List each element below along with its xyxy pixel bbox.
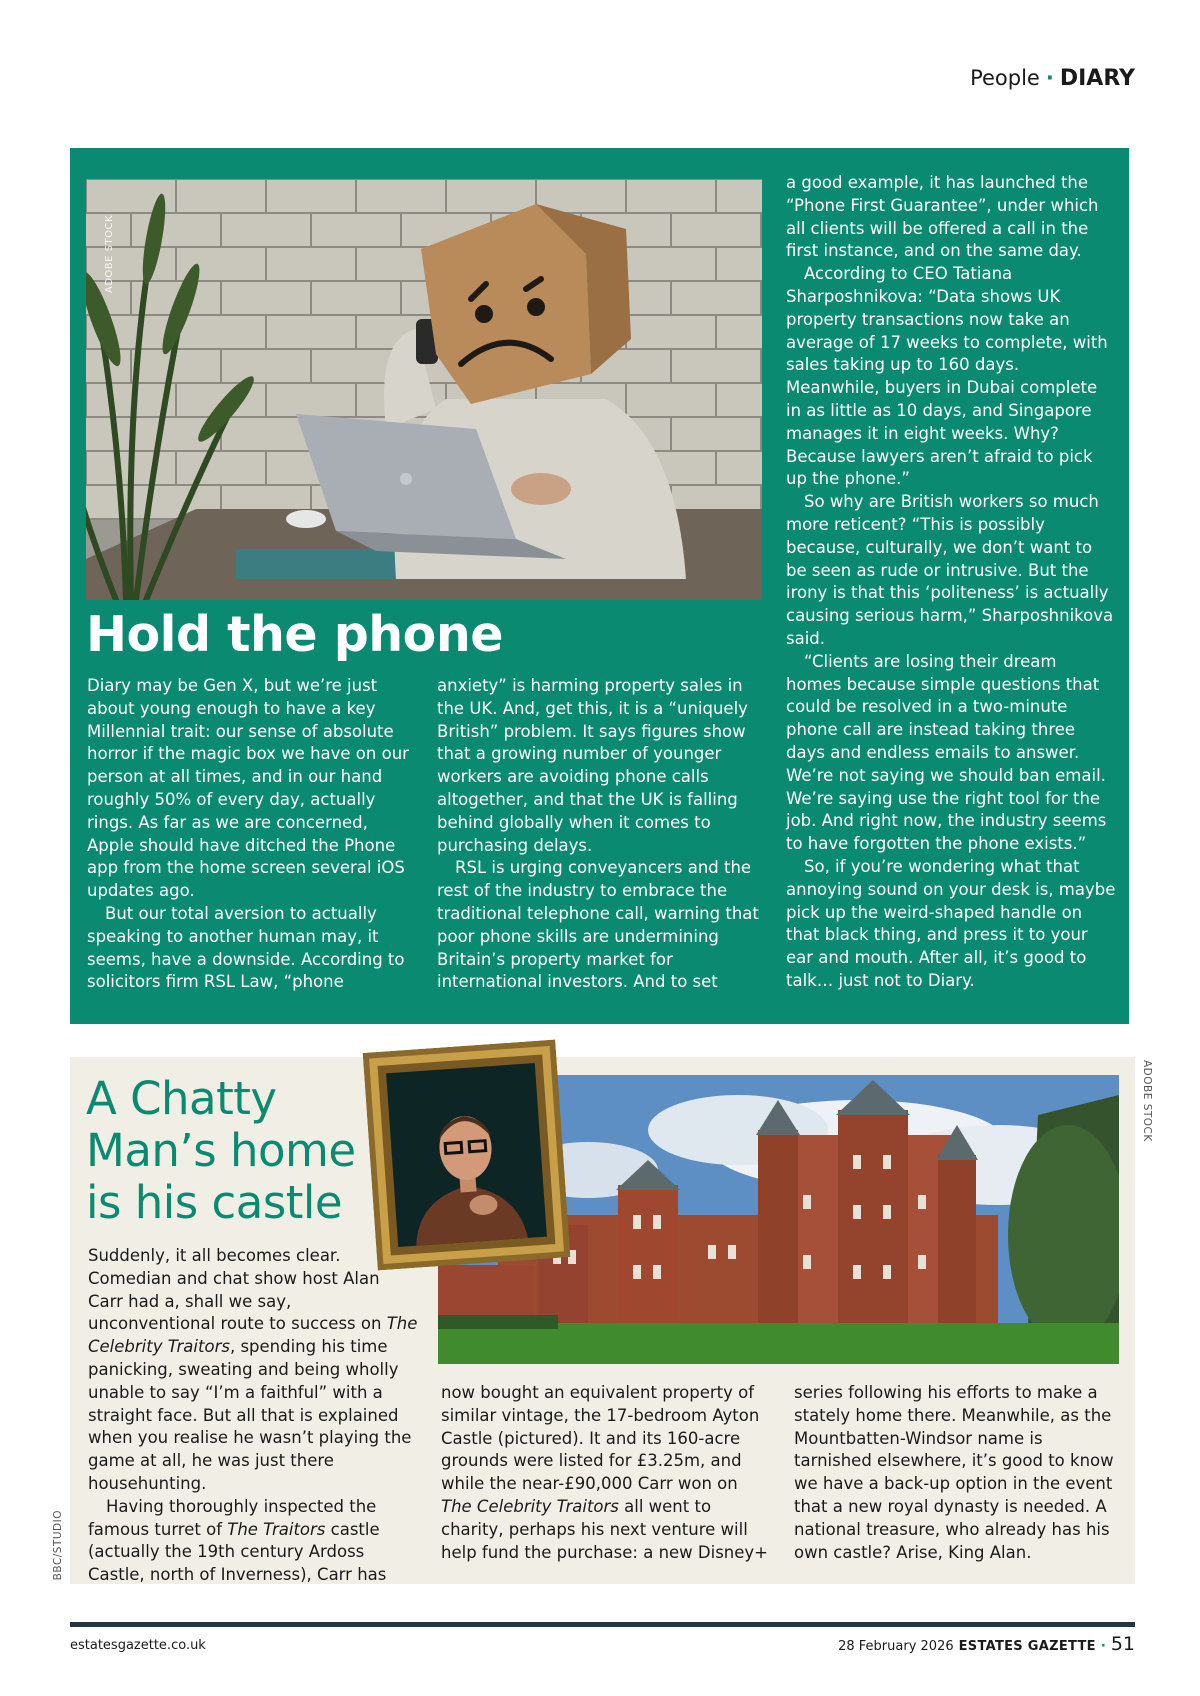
photo-credit: ADOBE STOCK (104, 215, 115, 294)
article-column-1 (88, 1245, 418, 1587)
article-column-3 (786, 172, 1116, 993)
paragraph (441, 1382, 771, 1564)
article-column-3 (794, 1382, 1124, 1564)
headline: Hold the phone (86, 606, 503, 663)
paragraph: So, if you’re wondering what that annoying sound on your desk is, maybe pick up the weird-shaped handle on that black thing, and press it to your ear and mouth. After all, it’s good to talk… just not to Diary. (786, 856, 1116, 990)
paragraph: RSL is urging conveyancers and the rest of the industry to embrace the traditional telephone call, warning that poor phone skills are undermining Britain’s property market for international investors. And to set (437, 858, 759, 992)
paragraph-text: castle (actually the 19th century Ardoss Castle, north of Inverness), Carr has (88, 1519, 387, 1585)
paragraph-text: , spending his time panicking, sweating and being wholly unable to say “I’m a faithful” with a straight face. But all that is explained when you realise he wasn’t playing the game at all, he was just there househunting. (88, 1337, 412, 1493)
footer-divider (70, 1622, 1135, 1627)
headline-line: Man’s home (86, 1124, 356, 1177)
portrait-photo-credit: BBC/STUDIO (52, 1510, 64, 1581)
paragraph: anxiety” is harming property sales in the UK. And, get this, it is a “uniquely British” problem. It says figures show that a growing number of younger workers are avoiding phone calls altogether, and that the UK is falling behind globally when it comes to purchasing delays. (437, 676, 748, 855)
footer-website: estatesgazette.co.uk (70, 1638, 206, 1653)
paragraph: Diary may be Gen X, but we’re just about young enough to have a key Millennial trait: our sense of absolute horror if the magic box we have on our person at all times, and in our hand roughly 50% of every day, actually rings. As far as we are concerned, Apple should have ditched the Phone app from the home screen several iOS updates ago. (87, 676, 409, 901)
article-column-2 (441, 1382, 771, 1564)
headline (86, 1073, 356, 1229)
castle-photo-credit: ADOBE STOCK (1141, 1060, 1153, 1142)
paragraph (88, 1245, 418, 1496)
page-header (970, 66, 1135, 91)
article-column-1 (87, 675, 419, 994)
paragraph-text: now bought an equivalent property of similar vintage, the 17-bedroom Ayton Castle (pictured). It and its 160-acre grounds were listed for £3.25m, and while the near-£90,000 Carr won on (441, 1383, 760, 1494)
show-title: The Celebrity Traitors (441, 1496, 619, 1516)
page-number: 51 (1110, 1633, 1135, 1655)
issue-date: 28 February 2026 (838, 1639, 954, 1654)
paragraph: But our total aversion to actually speaking to another human may, it seems, have a downside. According to solicitors firm RSL Law, “phone (87, 903, 405, 992)
paragraph (88, 1496, 418, 1587)
paragraph: “Clients are losing their dream homes because simple questions that could be resolved in a two-minute phone call are instead taking three days and endless emails to answer. We’re not saying we should ban email. We’re saying use the right tool for the job. And right now, the industry seems to have forgotten the phone exists.” (786, 651, 1107, 854)
headline-line: A Chatty (86, 1072, 277, 1125)
show-title: The Traitors (227, 1519, 326, 1539)
footer-folio (838, 1633, 1135, 1655)
footer-separator: · (1100, 1639, 1106, 1654)
paragraph: series following his efforts to make a stately home there. Meanwhile, as the Mountbatten-Windsor name is tarnished elsewhere, it’s good to know we have a back-up option in the event that a new royal dynasty is needed. A national treasure, who already has his own castle? Arise, King Alan. (794, 1383, 1114, 1562)
paragraph-text: all went to charity, perhaps his next venture will help fund the purchase: a new Disney+ (441, 1496, 769, 1562)
header-separator: · (1045, 66, 1054, 90)
paragraph-text: Having thoroughly inspected the famous turret of (88, 1496, 377, 1539)
paragraph: So why are British workers so much more reticent? “This is possibly because, culturally, we don’t want to be seen as rude or intrusive. But the irony is that this ‘politeness’ is actually causing serious harm,” Sharposhnikova said. (786, 492, 1114, 648)
paragraph-text: Suddenly, it all becomes clear. Comedian and chat show host Alan Carr had a, shall we say, unconventional route to success on (88, 1246, 387, 1334)
column-title: DIARY (1059, 66, 1135, 91)
article-column-2 (437, 675, 769, 994)
alan-carr-portrait (363, 1040, 571, 1271)
show-title: The Celebrity Traitors (88, 1314, 418, 1357)
paragraph: According to CEO Tatiana Sharposhnikova: “Data shows UK property transactions now take an average of 17 weeks to complete, with sales taking up to 160 days. Meanwhile, buyers in Dubai complete in as little as 10 days, and Singapore manages it in eight weeks. Why? Because lawyers aren’t afraid to pick up the phone.” (786, 264, 1108, 489)
section-label: People (970, 66, 1040, 90)
publication-name: ESTATES GAZETTE (958, 1639, 1096, 1654)
phone-anxiety-photo (86, 179, 762, 600)
paragraph: a good example, it has launched the “Phone First Guarantee”, under which all clients will be offered a call in the first instance, and on the same day. (786, 173, 1099, 261)
headline-line: is his castle (86, 1176, 343, 1229)
story-hold-the-phone (70, 148, 1129, 1024)
